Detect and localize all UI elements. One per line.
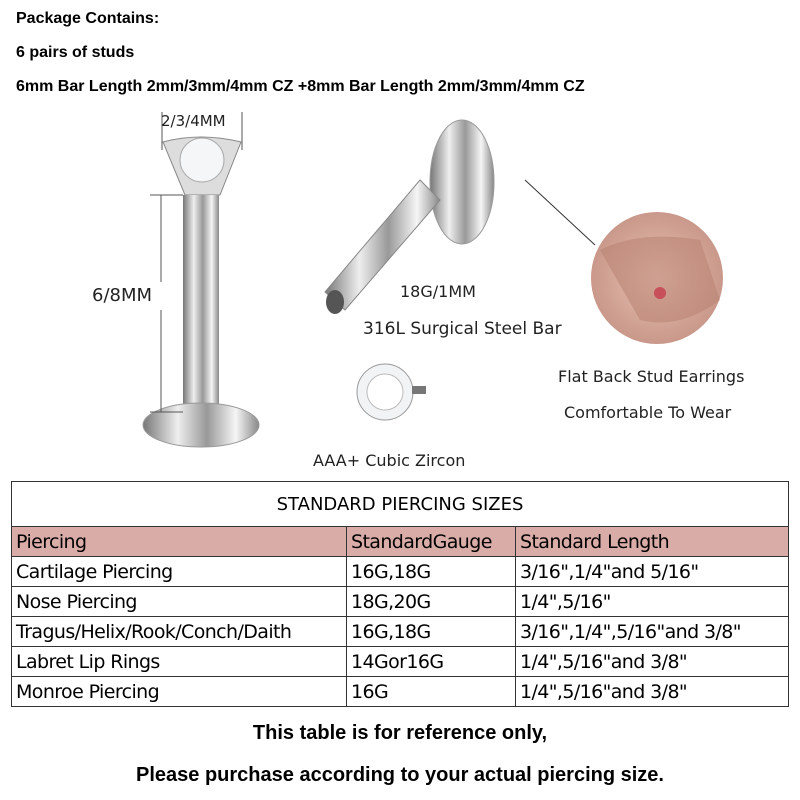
table-cell: Cartilage Piercing [12, 557, 347, 587]
table-cell: 16G,18G [347, 557, 516, 587]
package-details: 6mm Bar Length 2mm/3mm/4mm CZ +8mm Bar Length 2mm/3mm/4mm CZ [16, 78, 585, 95]
comfort-label: Comfortable To Wear [564, 403, 732, 422]
disclaimer-line2: Please purchase according to your actual piercing size. [136, 764, 664, 786]
table-cell: Tragus/Helix/Rook/Conch/Daith [12, 617, 347, 647]
piercing-size-table [11, 481, 789, 707]
labret-stud-icon [143, 112, 259, 447]
table-body [12, 557, 789, 707]
table-cell: 3/16",1/4",5/16"and 3/8" [516, 617, 789, 647]
cubic-zircon-icon [357, 364, 426, 420]
table-cell: 16G [347, 677, 516, 707]
package-count: 6 pairs of studs [16, 44, 135, 61]
table-cell: Labret Lip Rings [12, 647, 347, 677]
table-cell: Monroe Piercing [12, 677, 347, 707]
material-label: 316L Surgical Steel Bar [363, 319, 562, 339]
ear-photo-icon [591, 212, 723, 344]
table-row [12, 677, 789, 707]
table-cell: 14Gor16G [347, 647, 516, 677]
package-heading: Package Contains: [16, 10, 160, 27]
column-header: Piercing [12, 527, 347, 557]
column-header: StandardGauge [347, 527, 516, 557]
bar-length-label: 6/8MM [92, 285, 153, 306]
gauge-label: 18G/1MM [400, 282, 476, 301]
table-cell: 18G,20G [347, 587, 516, 617]
disclaimer-line1: This table is for reference only, [252, 722, 548, 744]
table-header-row [12, 527, 789, 557]
table-row [12, 617, 789, 647]
table-cell: 3/16",1/4"and 5/16" [516, 557, 789, 587]
table-cell: 16G,18G [347, 617, 516, 647]
table-title: STANDARD PIERCING SIZES [12, 482, 789, 527]
table-cell: 1/4",5/16" [516, 587, 789, 617]
table-row [12, 647, 789, 677]
table-title-row [12, 482, 789, 527]
column-header: Standard Length [516, 527, 789, 557]
table-cell: 1/4",5/16"and 3/8" [516, 677, 789, 707]
table-row [12, 557, 789, 587]
table-cell: 1/4",5/16"and 3/8" [516, 647, 789, 677]
gem-size-label: 2/3/4MM [161, 112, 226, 130]
zircon-label: AAA+ Cubic Zircon [313, 451, 466, 470]
table-row [12, 587, 789, 617]
table-cell: Nose Piercing [12, 587, 347, 617]
flat-back-label: Flat Back Stud Earrings [558, 367, 745, 386]
